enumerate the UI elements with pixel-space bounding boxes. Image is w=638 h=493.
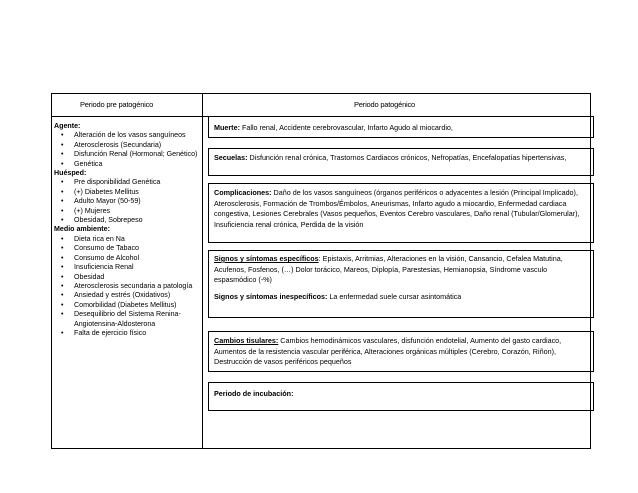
list-item: • (+) Mujeres (54, 207, 198, 216)
agente-list (54, 131, 198, 169)
list-item: • Aterosclerosis (Secundaria) (54, 141, 198, 150)
complicaciones-text: Daño de los vasos sanguíneos (órganos periféricos o adyacentes a lesión (Principal Implicado), Aterosclerosis, Formación de Trombos/Émbolos, Aneurismas, Infarto agudo a miocardio, Enfermedad cardiaca congestiva, Lesiones Cerebrales (Vasos pequeños, Eventos Cerebro vasculares, Daño renal (Tubular/Glomerular), Insuficiencia renal crónica, Perdida de la visión (214, 188, 580, 229)
list-item: • Alteración de los vasos sanguíneos (54, 131, 198, 140)
list-item: • Comorbilidad (Diabetes Mellitus) (54, 301, 198, 310)
header-prepathogenic: Periodo pre patogénico (80, 100, 154, 109)
list-item: • Disfunción Renal (Hormonal; Genético) (54, 150, 198, 159)
secuelas-box (208, 148, 594, 176)
medio-ambiente-label: Medio ambiente: (54, 225, 110, 234)
list-item: • Dieta rica en Na (54, 235, 198, 244)
list-item: • Pre disponibilidad Genética (54, 178, 198, 187)
signos-especificos-label: Signos y síntomas específicos (214, 254, 319, 263)
list-item: • Obesidad, Sobrepeso (54, 216, 198, 225)
list-item: • Aterosclerosis secundaria a patología (54, 282, 198, 291)
prepathogenic-column (54, 122, 198, 338)
list-item: • Desequilibrio del Sistema Renina-Angiotensina-Aldosterona (54, 310, 198, 329)
secuelas-text: Disfunción renal crónica, Trastornos Cardiacos crónicos, Nefropatías, Encefalopatías hipertensivas, (247, 153, 567, 162)
muerte-box (208, 116, 594, 138)
list-item: • Consumo de Tabaco (54, 244, 198, 253)
signos-especificos-text: : Epistaxis, Arritmias, Alteraciones en la visión, Cansancio, Cefalea Matutina, Acufenos, Fosfenos, (…) Dolor torácico, Mareos, Diplopía, Parestesias, Hemianopsia, Síndrome vasculo espasmódico (-%) (214, 254, 563, 285)
list-item: • Obesidad (54, 273, 198, 282)
list-item: • Adulto Mayor (50-59) (54, 197, 198, 206)
signos-sintomas-box (208, 250, 594, 318)
list-item: • Insuficiencia Renal (54, 263, 198, 272)
signos-inespecificos-label: Signos y síntomas inespecíficos: (214, 291, 328, 301)
cambios-text: Cambios hemodinámicos vasculares, disfunción endotelial, Aumento del gasto cardiaco, Aumentos de la resistencia vascular periférica, Alteraciones orgánicas múltiples (Cerebro, Corazón, Riñon), Destrucción de vasos periféricos pequeños (214, 336, 562, 367)
list-item: • Ansiedad y estrés (Oxidativos) (54, 291, 198, 300)
complicaciones-label: Complicaciones: (214, 188, 272, 197)
secuelas-label: Secuelas: (214, 153, 248, 162)
list-item: • Genética (54, 160, 198, 169)
complicaciones-box (208, 183, 594, 243)
list-item: • (+) Diabetes Mellitus (54, 188, 198, 197)
cambios-tisulares-box (208, 331, 594, 372)
header-pathogenic: Periodo patogénico (354, 100, 416, 109)
agente-label: Agente: (54, 122, 81, 130)
muerte-text: Fallo renal, Accidente cerebrovascular, Infarto Agudo al miocardio, (239, 123, 453, 132)
incubacion-box (208, 382, 594, 411)
cambios-label: Cambios tisulares: (214, 336, 279, 345)
huesped-label: Huésped: (54, 169, 87, 178)
signos-inespecificos-text: La enfermedad suele cursar asintomática (327, 291, 462, 301)
incubacion-label: Periodo de incubación: (214, 389, 294, 398)
list-item: • Consumo de Alcohol (54, 254, 198, 263)
huesped-list (54, 178, 198, 225)
column-divider (202, 94, 203, 448)
list-item: • Falta de ejercicio físico (54, 329, 198, 338)
muerte-label: Muerte: (214, 123, 240, 132)
medio-ambiente-list (54, 235, 198, 338)
